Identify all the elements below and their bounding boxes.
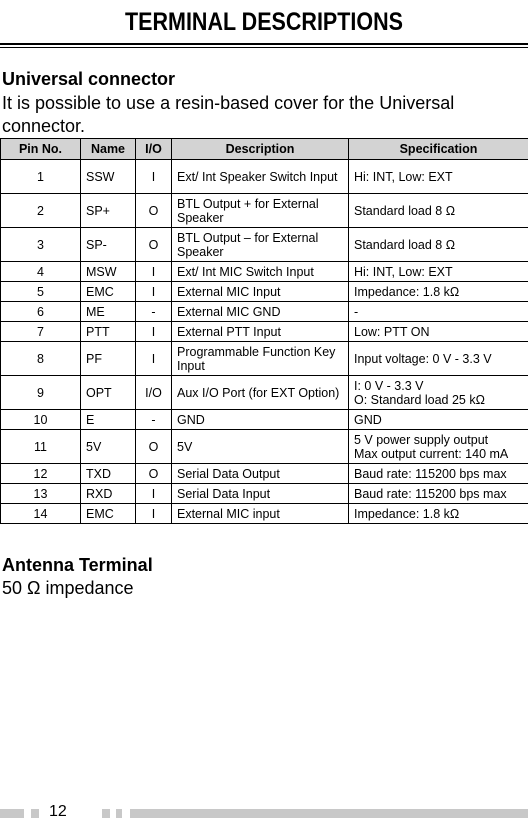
pin-cell: 9 [1,376,81,410]
io-cell: I [136,282,172,302]
table-row [1,282,528,302]
table-row [1,410,528,430]
io-cell: I [136,160,172,194]
table-row [1,504,528,524]
specification-line: I: 0 V - 3.3 V [354,379,525,393]
terminal-table [0,138,528,524]
pin-cell: 11 [1,430,81,464]
header-description: Description [172,139,349,160]
name-cell: OPT [81,376,136,410]
antenna-terminal-heading: Antenna Terminal [2,555,153,576]
universal-connector-text: It is possible to use a resin-based cover for the Universal connector. [2,92,522,138]
pin-cell: 10 [1,410,81,430]
name-cell: 5V [81,430,136,464]
name-cell: SP- [81,228,136,262]
header-name: Name [81,139,136,160]
header-specification: Specification [349,139,528,160]
pin-cell: 6 [1,302,81,322]
table-row [1,160,528,194]
antenna-terminal-text: 50 Ω impedance [2,577,522,600]
name-cell: PF [81,342,136,376]
specification-cell: Impedance: 1.8 kΩ [349,282,528,302]
page-title: TERMINAL DESCRIPTIONS [37,8,491,37]
io-cell: I [136,322,172,342]
specification-line: O: Standard load 25 kΩ [354,393,525,407]
header-io: I/O [136,139,172,160]
name-cell: PTT [81,322,136,342]
pin-cell: 14 [1,504,81,524]
specification-cell: Low: PTT ON [349,322,528,342]
footer-bar-right-small-2 [116,809,122,818]
footer-bar-left-small [31,809,39,818]
table-row [1,194,528,228]
table-header-row [1,139,528,160]
description-cell: 5V [172,430,349,464]
name-cell: EMC [81,282,136,302]
pin-cell: 12 [1,464,81,484]
description-cell: GND [172,410,349,430]
description-cell: Serial Data Output [172,464,349,484]
name-cell: EMC [81,504,136,524]
specification-cell: - [349,302,528,322]
name-cell: ME [81,302,136,322]
specification-cell: Standard load 8 Ω [349,194,528,228]
pin-cell: 7 [1,322,81,342]
specification-cell: Impedance: 1.8 kΩ [349,504,528,524]
description-cell: External PTT Input [172,322,349,342]
io-cell: I [136,262,172,282]
table-row [1,430,528,464]
description-cell: BTL Output – for External Speaker [172,228,349,262]
name-cell: E [81,410,136,430]
specification-cell [349,376,528,410]
header-pin-no: Pin No. [1,139,81,160]
io-cell: I [136,484,172,504]
table-row [1,322,528,342]
specification-cell: Input voltage: 0 V - 3.3 V [349,342,528,376]
universal-connector-heading: Universal connector [2,69,175,90]
description-cell: Programmable Function Key Input [172,342,349,376]
description-cell: External MIC input [172,504,349,524]
name-cell: SSW [81,160,136,194]
specification-cell: Baud rate: 115200 bps max [349,464,528,484]
table-row [1,484,528,504]
pin-cell: 4 [1,262,81,282]
specification-cell: Baud rate: 115200 bps max [349,484,528,504]
specification-cell: Hi: INT, Low: EXT [349,262,528,282]
description-cell: Ext/ Int Speaker Switch Input [172,160,349,194]
pin-cell: 13 [1,484,81,504]
description-cell: Aux I/O Port (for EXT Option) [172,376,349,410]
io-cell: - [136,302,172,322]
io-cell: - [136,410,172,430]
name-cell: TXD [81,464,136,484]
footer-bar-right-small-1 [102,809,110,818]
table-row [1,342,528,376]
name-cell: MSW [81,262,136,282]
header-rule-thick [0,43,528,45]
pin-cell: 5 [1,282,81,302]
description-cell: External MIC GND [172,302,349,322]
io-cell: O [136,228,172,262]
description-cell: BTL Output + for External Speaker [172,194,349,228]
io-cell: O [136,430,172,464]
name-cell: SP+ [81,194,136,228]
footer-bar-right [130,809,528,818]
table-row [1,376,528,410]
table-row [1,464,528,484]
specification-cell: Hi: INT, Low: EXT [349,160,528,194]
page-footer [0,803,528,819]
specification-line: Max output current: 140 mA [354,447,525,461]
description-cell: Serial Data Input [172,484,349,504]
specification-cell [349,430,528,464]
page-number: 12 [49,803,67,821]
pin-cell: 3 [1,228,81,262]
description-cell: Ext/ Int MIC Switch Input [172,262,349,282]
footer-bar-left [0,809,24,818]
io-cell: I [136,342,172,376]
description-cell: External MIC Input [172,282,349,302]
page-header [0,0,528,48]
pin-cell: 8 [1,342,81,376]
specification-cell: GND [349,410,528,430]
io-cell: O [136,464,172,484]
table-row [1,262,528,282]
io-cell: I/O [136,376,172,410]
pin-cell: 2 [1,194,81,228]
header-rule-thin [0,47,528,48]
io-cell: I [136,504,172,524]
pin-cell: 1 [1,160,81,194]
specification-line: 5 V power supply output [354,433,525,447]
specification-cell: Standard load 8 Ω [349,228,528,262]
table-row [1,228,528,262]
table-row [1,302,528,322]
name-cell: RXD [81,484,136,504]
io-cell: O [136,194,172,228]
